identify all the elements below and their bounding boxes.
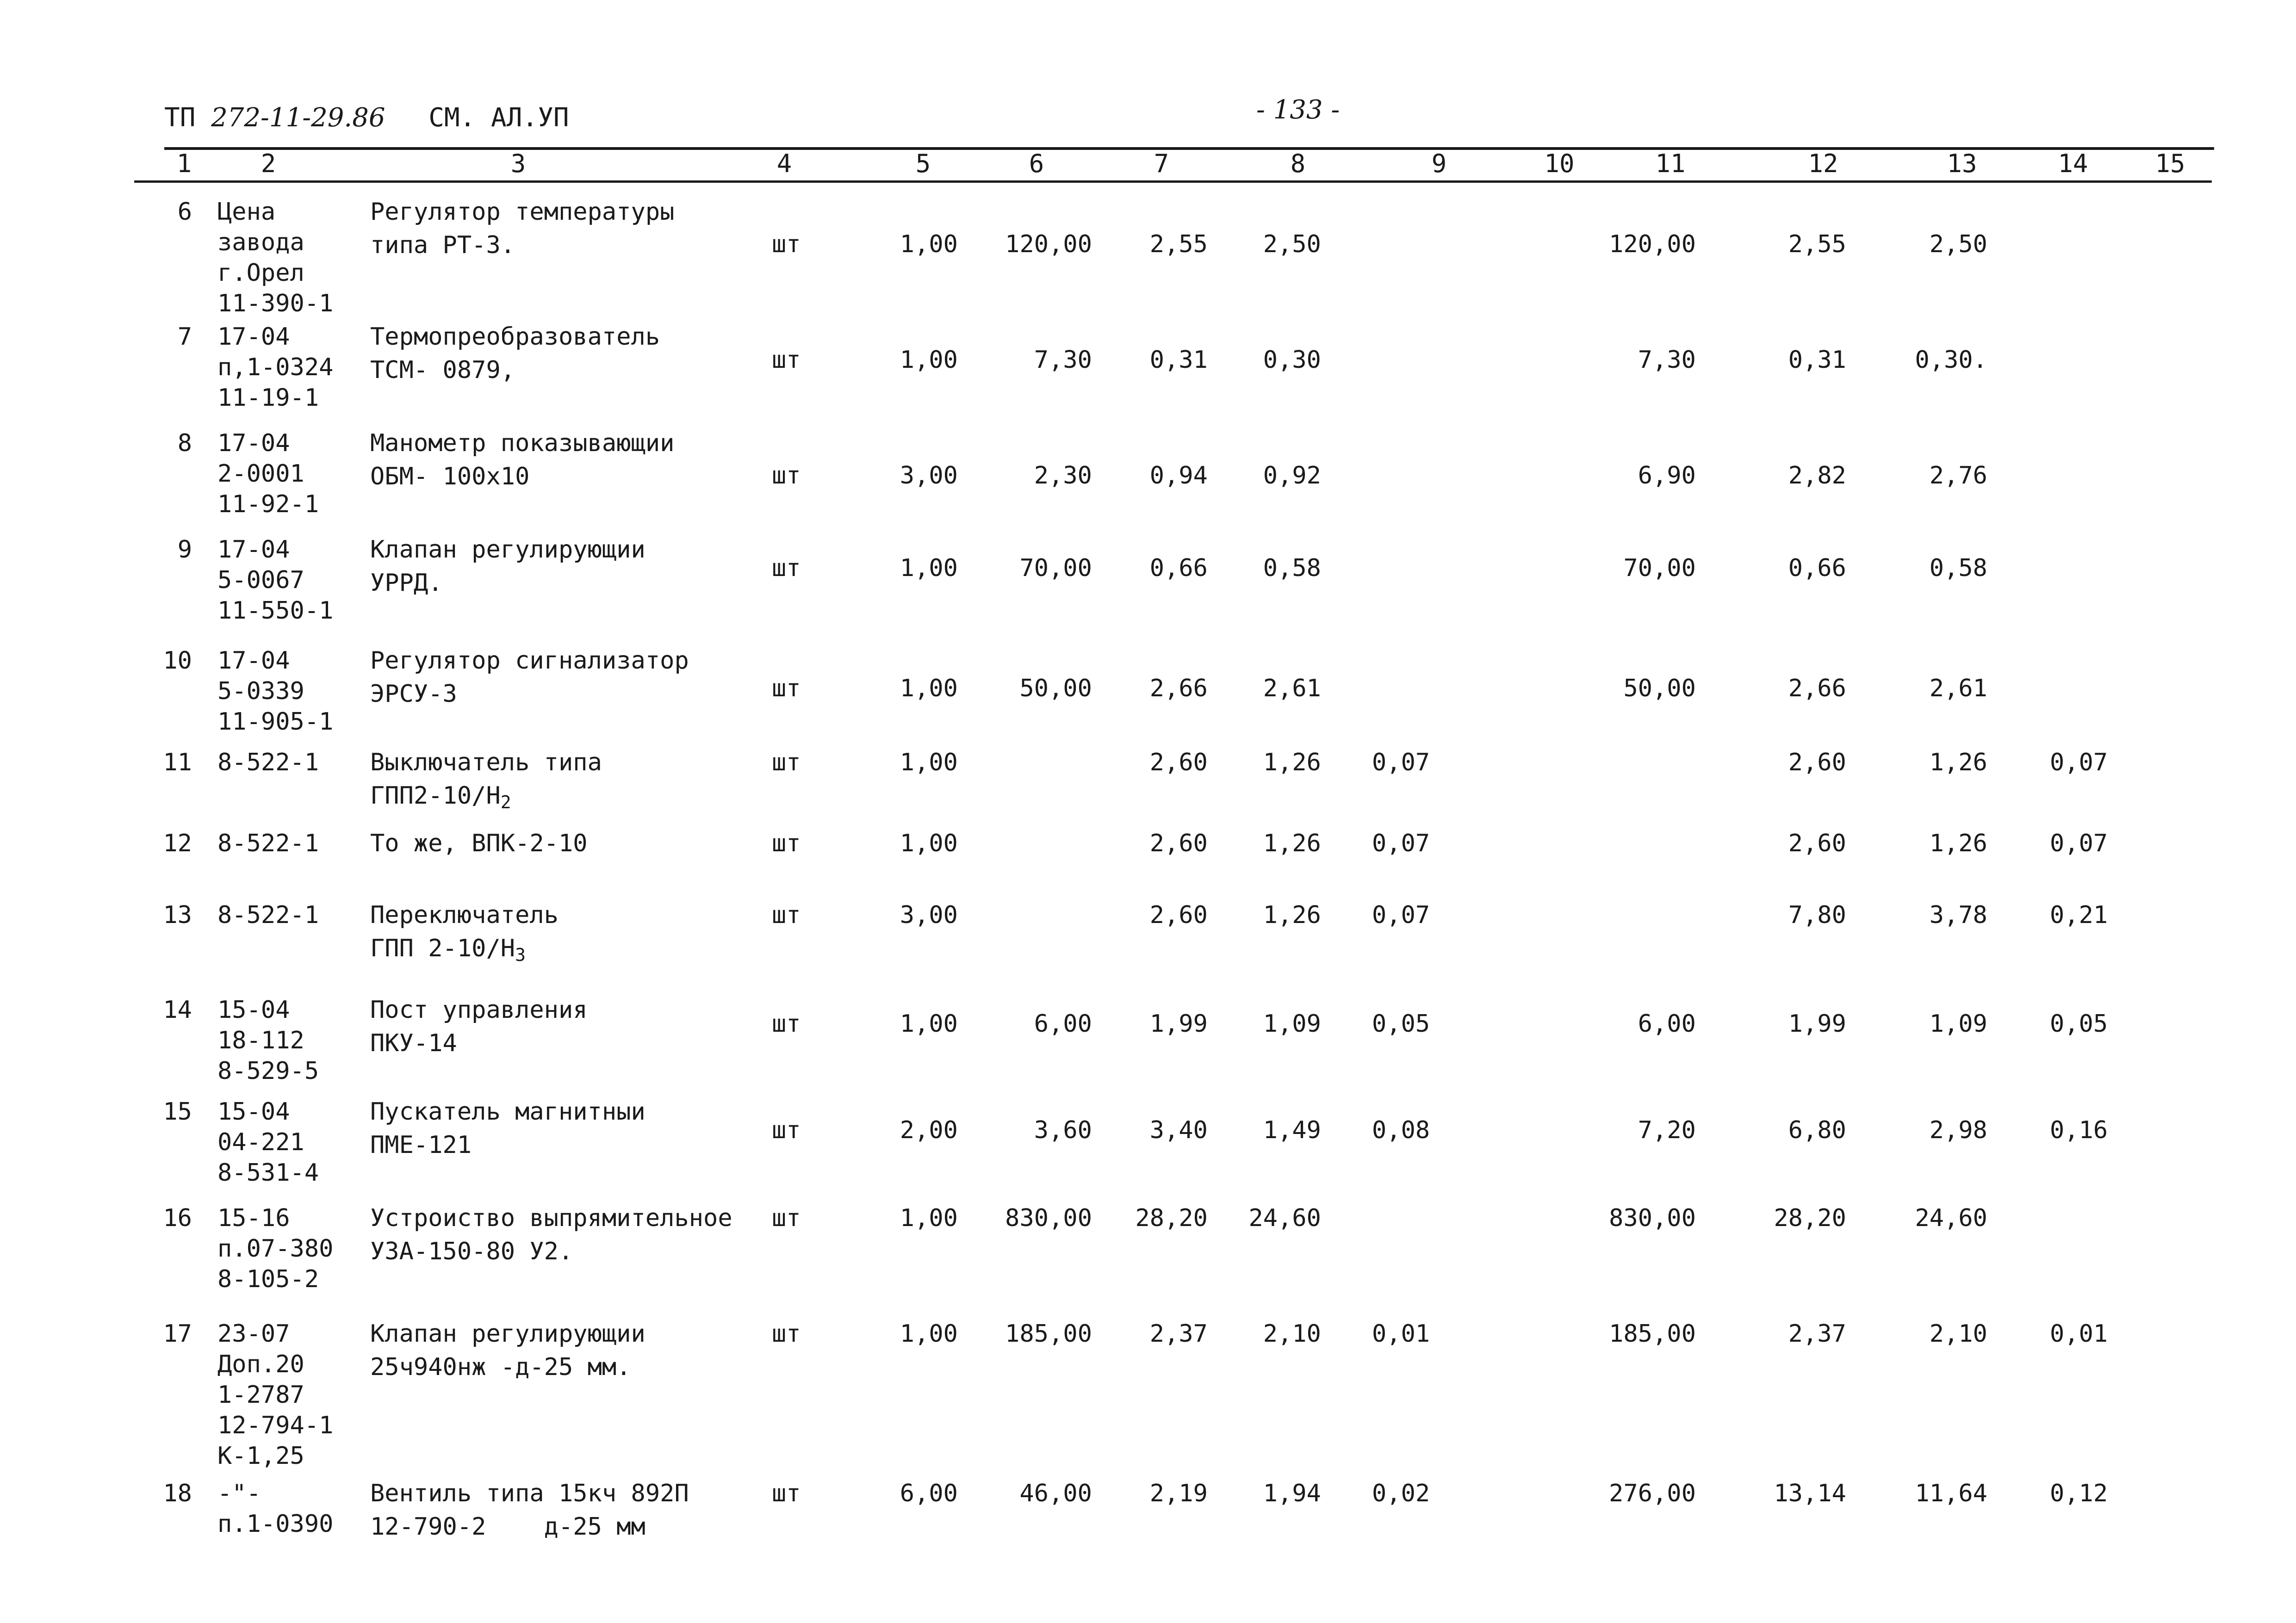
value-c6: 3,60 <box>1034 1116 1092 1144</box>
value-c11: 185,00 <box>1609 1320 1696 1348</box>
row-number: 18 <box>163 1480 192 1507</box>
value-c7: 0,94 <box>1149 462 1208 489</box>
value-c12: 13,14 <box>1774 1480 1846 1507</box>
value-c5: 1,00 <box>900 230 958 258</box>
norm-code: 11-550-1 <box>217 597 334 625</box>
value-c13: 24,60 <box>1915 1204 1987 1232</box>
value-c12: 7,80 <box>1788 901 1846 929</box>
norm-code: 5-0067 <box>217 566 304 594</box>
row-number: 17 <box>163 1320 192 1348</box>
value-c6: 6,00 <box>1034 1010 1092 1038</box>
value-c5: 1,00 <box>900 675 958 702</box>
value-c8: 1,26 <box>1263 830 1321 857</box>
row-number: 11 <box>163 749 192 776</box>
norm-code: 11-390-1 <box>217 290 334 317</box>
value-c9: 0,07 <box>1372 830 1430 857</box>
value-c12: 0,66 <box>1788 554 1846 582</box>
item-name-subscript: 2 <box>500 792 511 812</box>
column-number-7: 7 <box>1154 149 1169 178</box>
item-name: Клапан регулирующии <box>370 536 645 564</box>
column-number-13: 13 <box>1947 149 1977 178</box>
unit: шт <box>772 462 801 489</box>
row-number: 6 <box>177 198 192 226</box>
value-c7: 2,60 <box>1149 749 1208 776</box>
value-c5: 1,00 <box>900 749 958 776</box>
item-name: Термопреобразователь <box>370 323 660 351</box>
row-number: 8 <box>177 429 192 457</box>
value-c13: 2,98 <box>1929 1116 1987 1144</box>
norm-code: г.Орел <box>217 259 304 287</box>
value-c8: 1,94 <box>1263 1480 1321 1507</box>
value-c7: 0,66 <box>1149 554 1208 582</box>
norm-code: 8-531-4 <box>217 1159 319 1187</box>
row-number: 12 <box>163 830 192 857</box>
item-name: Пускатель магнитныи <box>370 1098 645 1126</box>
value-c7: 1,99 <box>1149 1010 1208 1038</box>
item-name-subscript: 3 <box>515 945 526 965</box>
value-c12: 2,37 <box>1788 1320 1846 1348</box>
value-c9: 0,05 <box>1372 1010 1430 1038</box>
value-c9: 0,01 <box>1372 1320 1430 1348</box>
value-c12: 2,55 <box>1788 230 1846 258</box>
column-number-9: 9 <box>1431 149 1447 178</box>
value-c12: 2,60 <box>1788 830 1846 857</box>
value-c5: 1,00 <box>900 1010 958 1038</box>
value-c5: 1,00 <box>900 1204 958 1232</box>
norm-code: 18-112 <box>217 1027 304 1054</box>
norm-code: Доп.20 <box>217 1350 304 1378</box>
value-c7: 2,37 <box>1149 1320 1208 1348</box>
value-c13: 1,26 <box>1929 830 1987 857</box>
value-c6: 7,30 <box>1034 346 1092 374</box>
header-top-rule <box>164 147 2214 150</box>
item-name: Вентиль типа 15кч 892П <box>370 1480 689 1507</box>
item-name: 25ч940нж -д-25 мм. <box>370 1353 631 1381</box>
value-c11: 276,00 <box>1609 1480 1696 1507</box>
value-c12: 6,80 <box>1788 1116 1846 1144</box>
norm-code: 17-04 <box>217 536 290 564</box>
row-number: 10 <box>163 647 192 675</box>
doc-number: 272-11-29.86 <box>211 103 385 133</box>
value-c5: 3,00 <box>900 462 958 489</box>
norm-code: 8-529-5 <box>217 1057 319 1085</box>
column-number-2: 2 <box>261 149 276 178</box>
value-c14: 0,21 <box>2050 901 2108 929</box>
value-c6: 70,00 <box>1019 554 1092 582</box>
norm-code: 8-105-2 <box>217 1265 319 1293</box>
value-c12: 2,66 <box>1788 675 1846 702</box>
value-c5: 2,00 <box>900 1116 958 1144</box>
value-c14: 0,01 <box>2050 1320 2108 1348</box>
value-c12: 1,99 <box>1788 1010 1846 1038</box>
item-name: Выключатель типа <box>370 749 602 776</box>
norm-code: -"- <box>217 1480 261 1507</box>
value-c13: 0,58 <box>1929 554 1987 582</box>
row-number: 13 <box>163 901 192 929</box>
column-number-1: 1 <box>176 149 192 178</box>
value-c13: 2,61 <box>1929 675 1987 702</box>
value-c13: 1,26 <box>1929 749 1987 776</box>
album-ref: СМ. АЛ.УП <box>428 103 569 133</box>
column-number-10: 10 <box>1544 149 1575 178</box>
norm-code: 12-794-1 <box>217 1412 334 1439</box>
column-number-15: 15 <box>2155 149 2185 178</box>
value-c11: 70,00 <box>1623 554 1696 582</box>
value-c14: 0,07 <box>2050 830 2108 857</box>
norm-code: 8-522-1 <box>217 901 319 929</box>
norm-code: 15-04 <box>217 996 290 1024</box>
value-c7: 2,55 <box>1149 230 1208 258</box>
value-c7: 28,20 <box>1135 1204 1208 1232</box>
unit: шт <box>772 1480 801 1507</box>
value-c14: 0,05 <box>2050 1010 2108 1038</box>
norm-code: 17-04 <box>217 429 290 457</box>
doc-code: ТП <box>164 103 196 133</box>
value-c7: 2,60 <box>1149 830 1208 857</box>
value-c6: 46,00 <box>1019 1480 1092 1507</box>
item-name: Регулятор температуры <box>370 198 675 226</box>
item-name: Устроиство выпрямительное <box>370 1204 732 1232</box>
item-name: ГПП $2-10/Н_3$ <box>370 935 526 965</box>
norm-code: 5-0339 <box>217 677 304 705</box>
value-c11: 120,00 <box>1609 230 1696 258</box>
unit: шт <box>772 749 801 776</box>
item-name: ПМЕ-121 <box>370 1131 472 1159</box>
value-c11: 50,00 <box>1623 675 1696 702</box>
unit: шт <box>772 830 801 857</box>
value-c5: 3,00 <box>900 901 958 929</box>
unit: шт <box>772 1010 801 1038</box>
value-c7: 2,66 <box>1149 675 1208 702</box>
norm-code: 15-04 <box>217 1098 290 1126</box>
norm-code: 15-16 <box>217 1204 290 1232</box>
value-c12: 2,60 <box>1788 749 1846 776</box>
value-c12: 2,82 <box>1788 462 1846 489</box>
unit: шт <box>772 901 801 929</box>
value-c9: 0,08 <box>1372 1116 1430 1144</box>
row-number: 14 <box>163 996 192 1024</box>
column-number-8: 8 <box>1290 149 1306 178</box>
value-c13: 2,10 <box>1929 1320 1987 1348</box>
value-c13: 2,50 <box>1929 230 1987 258</box>
item-name: Манометр показывающии <box>370 429 675 457</box>
value-c8: 0,30 <box>1263 346 1321 374</box>
row-number: 15 <box>163 1098 192 1126</box>
norm-code: 8-522-1 <box>217 830 319 857</box>
value-c11: 6,00 <box>1638 1010 1696 1038</box>
norm-code: 1-2787 <box>217 1381 304 1409</box>
item-name: типа РТ-3. <box>370 231 515 259</box>
item-name: ТСМ- 0879, <box>370 356 515 384</box>
column-number-3: 3 <box>510 149 526 178</box>
norm-code: 17-04 <box>217 647 290 675</box>
norm-code: 8-522-1 <box>217 749 319 776</box>
norm-code: п.07-380 <box>217 1235 334 1263</box>
norm-code: 11-905-1 <box>217 708 334 736</box>
row-number: 7 <box>177 323 192 351</box>
column-number-14: 14 <box>2058 149 2088 178</box>
value-c8: 24,60 <box>1248 1204 1321 1232</box>
column-number-5: 5 <box>915 149 931 178</box>
value-c12: 0,31 <box>1788 346 1846 374</box>
value-c8: 1,26 <box>1263 749 1321 776</box>
norm-code: 04-221 <box>217 1128 304 1156</box>
item-name: Клапан регулирующии <box>370 1320 645 1348</box>
value-c9: 0,02 <box>1372 1480 1430 1507</box>
value-c13: 2,76 <box>1929 462 1987 489</box>
norm-code: К-1,25 <box>217 1442 304 1470</box>
unit: шт <box>772 1320 801 1348</box>
norm-code: 11-92-1 <box>217 490 319 518</box>
unit: шт <box>772 230 801 258</box>
value-c7: 2,19 <box>1149 1480 1208 1507</box>
value-c8: 2,10 <box>1263 1320 1321 1348</box>
value-c8: 2,50 <box>1263 230 1321 258</box>
value-c8: 1,26 <box>1263 901 1321 929</box>
norm-code: завода <box>217 229 304 256</box>
norm-code: 2-0001 <box>217 460 304 488</box>
item-name: То же, ВПК-2-10 <box>370 830 588 857</box>
norm-code: Цена <box>217 198 276 226</box>
column-number-11: 11 <box>1655 149 1686 178</box>
value-c7: 2,60 <box>1149 901 1208 929</box>
value-c8: 2,61 <box>1263 675 1321 702</box>
value-c5: 1,00 <box>900 346 958 374</box>
row-number: 9 <box>177 536 192 564</box>
column-number-6: 6 <box>1029 149 1044 178</box>
norm-code: 11-19-1 <box>217 384 319 412</box>
value-c5: 1,00 <box>900 1320 958 1348</box>
value-c11: 7,20 <box>1638 1116 1696 1144</box>
value-c6: 120,00 <box>1005 230 1092 258</box>
value-c11: 6,90 <box>1638 462 1696 489</box>
norm-code: 17-04 <box>217 323 290 351</box>
value-c8: 0,58 <box>1263 554 1321 582</box>
value-c8: 1,49 <box>1263 1116 1321 1144</box>
value-c11: 830,00 <box>1609 1204 1696 1232</box>
value-c6: 50,00 <box>1019 675 1092 702</box>
item-name: УРРД. <box>370 569 443 597</box>
value-c14: 0,12 <box>2050 1480 2108 1507</box>
value-c11: 7,30 <box>1638 346 1696 374</box>
column-number-4: 4 <box>776 149 792 178</box>
item-name: ПКУ-14 <box>370 1029 457 1057</box>
value-c5: 1,00 <box>900 554 958 582</box>
item-name: УЗА-150-80 У2. <box>370 1238 573 1265</box>
value-c5: 6,00 <box>900 1480 958 1507</box>
norm-code: п.1-0390 <box>217 1510 334 1538</box>
column-number-12: 12 <box>1808 149 1838 178</box>
row-number: 16 <box>163 1204 192 1232</box>
value-c13: 0,30. <box>1915 346 1987 374</box>
value-c9: 0,07 <box>1372 749 1430 776</box>
unit: шт <box>772 1116 801 1144</box>
item-name: Регулятор сигнализатор <box>370 647 689 675</box>
value-c14: 0,07 <box>2050 749 2108 776</box>
header-bottom-rule <box>134 180 2212 183</box>
page-number: - 133 - <box>1256 95 1340 125</box>
value-c13: 11,64 <box>1915 1480 1987 1507</box>
item-name: ОБМ- 100х10 <box>370 463 530 490</box>
item-name: 12-790-2 д-25 мм <box>370 1513 645 1541</box>
value-c6: 2,30 <box>1034 462 1092 489</box>
value-c8: 1,09 <box>1263 1010 1321 1038</box>
document-header <box>164 103 569 133</box>
unit: шт <box>772 675 801 702</box>
norm-code: п,1-0324 <box>217 353 334 381</box>
item-name: Переключатель <box>370 901 558 929</box>
item-name: $ГПП2-10/Н_2$ <box>370 782 511 812</box>
value-c9: 0,07 <box>1372 901 1430 929</box>
value-c13: 1,09 <box>1929 1010 1987 1038</box>
item-name: Пост управления <box>370 996 588 1024</box>
value-c13: 3,78 <box>1929 901 1987 929</box>
value-c8: 0,92 <box>1263 462 1321 489</box>
value-c5: 1,00 <box>900 830 958 857</box>
value-c6: 185,00 <box>1005 1320 1092 1348</box>
value-c6: 830,00 <box>1005 1204 1092 1232</box>
norm-code: 23-07 <box>217 1320 290 1348</box>
unit: шт <box>772 1204 801 1232</box>
item-name: ЭРСУ-3 <box>370 680 457 708</box>
value-c7: 3,40 <box>1149 1116 1208 1144</box>
unit: шт <box>772 346 801 374</box>
value-c12: 28,20 <box>1774 1204 1846 1232</box>
value-c7: 0,31 <box>1149 346 1208 374</box>
unit: шт <box>772 554 801 582</box>
value-c14: 0,16 <box>2050 1116 2108 1144</box>
